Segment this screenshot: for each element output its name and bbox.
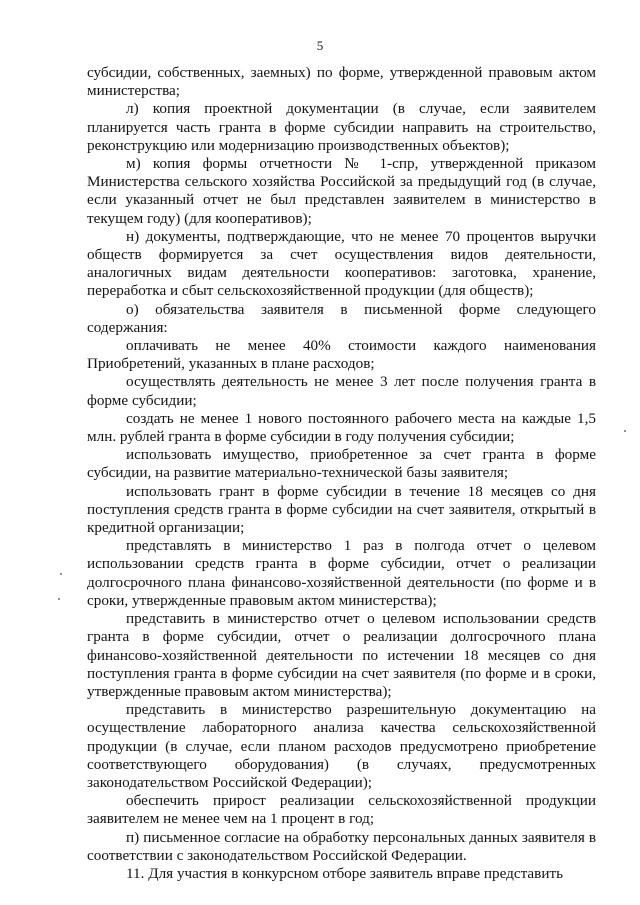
paragraph-n-revenue-docs: н) документы, подтверждающие, что не менее 70 процентов выручки обществ формируется за счет осуществления видов деятельности, аналогичных видам деятельности кооперативов: заготовка, хранение, переработка и сбыт сельскохозяйственной продукции (для обществ); [87, 227, 596, 300]
scan-speck [624, 430, 626, 432]
obligation-create-jobs: создать не менее 1 нового постоянного рабочего места на каждые 1,5 млн. рублей гранта в форме субсидии в году получения субсидии; [87, 409, 596, 446]
obligation-pay-40-percent: оплачивать не менее 40% стоимости каждого наименования Приобретений, указанных в плане расходов; [87, 337, 596, 373]
obligation-use-grant-18-months: использовать грант в форме субсидии в течение 18 месяцев со дня поступления средств гранта в форме субсидии на счет заявителя, открытый в кредитной организации; [87, 482, 596, 537]
paragraph-subsidy-form: субсидии, собственных, заемных) по форме, утвержденной правовым актом министерства; [87, 64, 596, 100]
paragraph-11-participation: 11. Для участия в конкурсном отборе заявитель вправе представить [126, 864, 564, 882]
document-body [87, 64, 596, 883]
obligation-use-property: использовать имущество, приобретенное за счет гранта в форме субсидии, на развитие материально-технической базы заявителя; [87, 446, 596, 482]
paragraph-o-obligations: о) обязательства заявителя в письменной форме следующего содержания: [87, 300, 596, 336]
paragraph-p-personal-data-consent: п) письменное согласие на обработку персональных данных заявителя в соответствии с законодательством Российской Федерации. [87, 828, 596, 864]
obligation-semiannual-report: представлять в министерство 1 раз в полгода отчет о целевом использовании средств гранта в форме субсидии, отчет о реализации долгосрочного плана финансово-хозяйственной деятельности (по форме и в сроки, утвержденные правовым актом министерства); [87, 537, 596, 609]
paragraph-m-report-form: м) копия формы отчетности № 1-спр, утвержденной приказом Министерства сельского хозяйства Российской за предыдущий год (в случае, если указанный отчет не был представлен заявителем в министерство в текущем году) (для кооперативов); [87, 155, 596, 227]
page-number: 5 [316, 38, 324, 53]
obligation-sales-growth: обеспечить прирост реализации сельскохозяйственной продукции заявителем не менее чем на 1 процент в год; [87, 792, 596, 828]
obligation-lab-permits: представить в министерство разрешительную документацию на осуществление лабораторного анализа качества сельскохозяйственной продукции (в случае, если планом расходов предусмотрено приобретение соответствующего оборудования) (в случаях, предусмотренных законодательством Российской Федерации); [87, 701, 596, 791]
scan-speck [58, 598, 60, 600]
obligation-final-report: представить в министерство отчет о целевом использовании средств гранта в форме субсидии, отчет о реализации долгосрочного плана финансово-хозяйственной деятельности по истечении 18 месяцев со дня поступления гранта в форме субсидии на счет заявителя (по форме и в сроки, утвержденные правовым актом министерства); [87, 610, 596, 700]
scan-speck [60, 573, 62, 575]
paragraph-l-design-docs: л) копия проектной документации (в случае, если заявителем планируется часть гранта в форме субсидии направить на строительство, реконструкцию или модернизацию производственных объектов); [87, 100, 596, 154]
obligation-operate-3-years: осуществлять деятельность не менее 3 лет после получения гранта в форме субсидии; [87, 373, 596, 409]
